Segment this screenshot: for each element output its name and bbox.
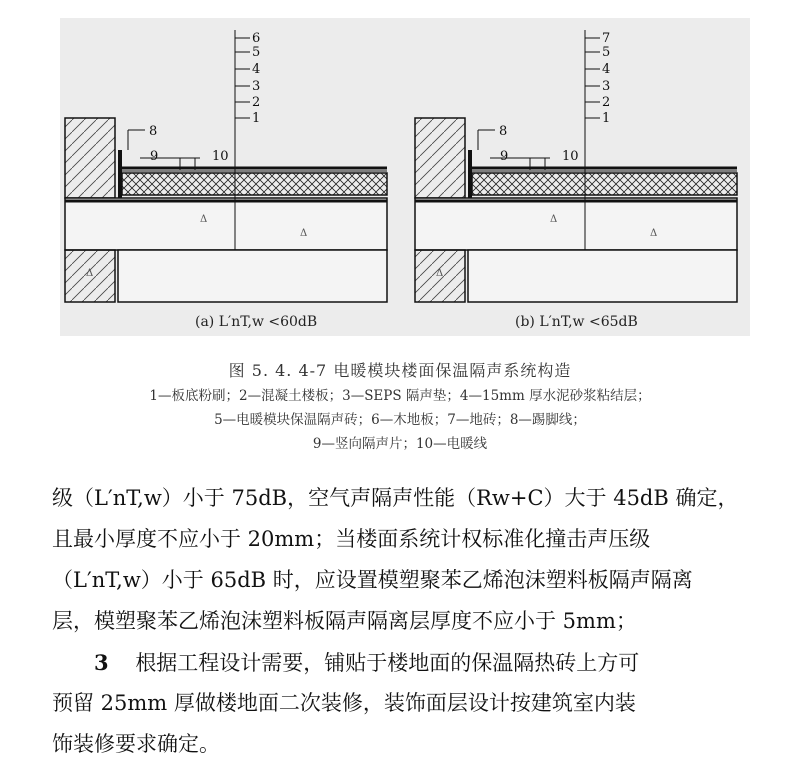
body-line: （L′nT,w）小于 65dB 时，应设置模塑聚苯乙烯泡沫塑料板隔声隔离 <box>52 568 693 592</box>
figure-title: 图 5. 4. 4-7 电暖模块楼面保温隔声系统构造 <box>228 361 572 380</box>
callout-b-9: 9 <box>500 149 509 164</box>
callout-a-8: 8 <box>149 124 158 139</box>
item-3-text: 根据工程设计需要，铺贴于楼地面的保温隔热砖上方可 <box>135 651 640 675</box>
panel-b-drawing <box>415 30 737 302</box>
svg-text:Δ: Δ <box>300 228 308 239</box>
panel-a-vertical-callouts <box>149 31 260 164</box>
svg-text:Δ: Δ <box>436 268 444 279</box>
item-3-line-1 <box>52 642 767 683</box>
insulation-layer-b <box>472 173 737 195</box>
item-3-number: 3 <box>94 650 109 675</box>
callout-a-2: 5 <box>252 45 261 60</box>
body-line: 饰装修要求确定。 <box>52 732 220 756</box>
construction-drawing <box>0 0 800 340</box>
callout-a-1: 6 <box>252 31 261 46</box>
callout-b-3: 4 <box>602 62 611 77</box>
legend-line-3: 9—竖向隔声片；10—电暖线 <box>312 436 488 452</box>
body-line: 且最小厚度不应小于 20mm；当楼面系统计权标准化撞击声压级 <box>52 527 651 551</box>
skirting-a <box>118 150 122 198</box>
callout-b-6: 1 <box>602 111 611 126</box>
callout-b-4: 3 <box>602 79 611 94</box>
svg-text:Δ: Δ <box>550 214 558 225</box>
callout-a-6: 1 <box>252 111 261 126</box>
legend-line-2: 5—电暖模块保温隔声砖；6—木地板；7—地砖；8—踢脚线； <box>214 412 586 428</box>
body-line: 层，模塑聚苯乙烯泡沫塑料板隔声隔离层厚度不应小于 5mm； <box>52 609 637 633</box>
slab-b <box>415 198 737 250</box>
beam-a <box>118 250 387 302</box>
legend-line-1: 1—板底粉刷；2—混凝土楼板；3—SEPS 隔声垫；4—15mm 厚水泥砂浆粘结层； <box>149 388 651 404</box>
panel-b-vertical-callouts <box>499 31 610 164</box>
beam-b <box>468 250 737 302</box>
body-line: 预留 25mm 厚做楼地面二次装修，装饰面层设计按建筑室内装 <box>52 691 636 715</box>
callout-a-4: 3 <box>252 79 261 94</box>
skirting-b <box>468 150 472 198</box>
callout-b-5: 2 <box>602 95 611 110</box>
callout-b-2: 5 <box>602 45 611 60</box>
callout-b-1: 7 <box>602 31 611 46</box>
slab-a <box>65 198 387 250</box>
panel-a-drawing <box>65 30 387 302</box>
svg-text:Δ: Δ <box>200 214 208 225</box>
callout-b-8: 8 <box>499 124 508 139</box>
callout-b-10: 10 <box>562 149 579 164</box>
callout-a-3: 4 <box>252 62 261 77</box>
callout-a-5: 2 <box>252 95 261 110</box>
svg-text:Δ: Δ <box>86 268 94 279</box>
insulation-layer-a <box>122 173 387 195</box>
panel-a-caption: (a) L′nT,w <60dB <box>195 314 318 330</box>
wall-b <box>415 118 465 198</box>
wall-a <box>65 118 115 198</box>
callout-a-10: 10 <box>212 149 229 164</box>
body-paragraph <box>52 478 767 765</box>
panel-b-caption: (b) L′nT,w <65dB <box>515 314 638 330</box>
body-line: 级（L′nT,w）小于 75dB，空气声隔声性能（Rw+C）大于 45dB 确定， <box>52 486 739 510</box>
svg-text:Δ: Δ <box>650 228 658 239</box>
callout-a-9: 9 <box>150 149 159 164</box>
